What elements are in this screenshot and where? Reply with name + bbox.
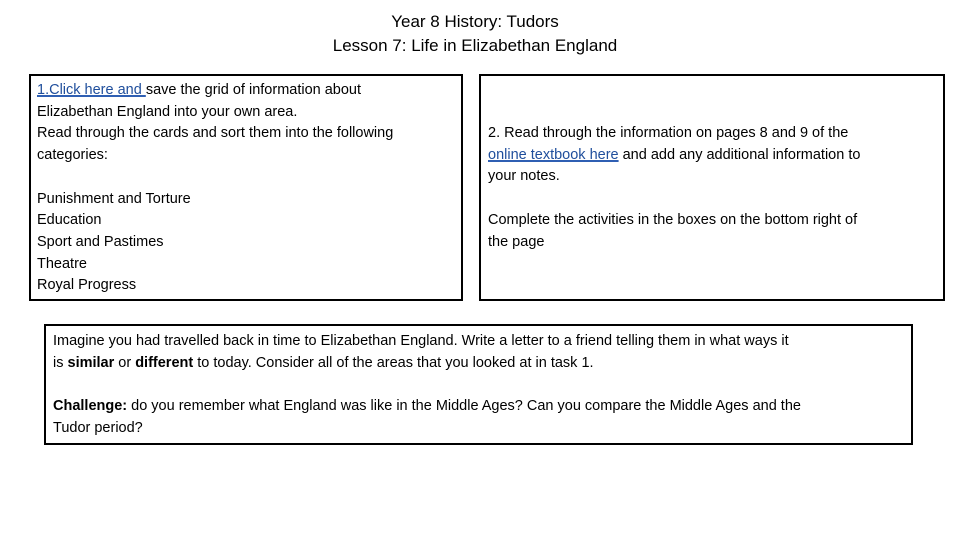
- task2-line1: 2. Read through the information on pages 8 and 9 of the: [488, 125, 849, 141]
- category-item: Education: [37, 212, 102, 229]
- different-emphasis: different: [135, 354, 194, 371]
- task2-line2: [488, 145, 937, 167]
- task2-para2-line1: Complete the activities in the boxes on the bottom right of: [488, 211, 858, 228]
- challenge-text1: do you remember what England was like in the Middle Ages? Can you compare the Middle Ages and the: [127, 398, 801, 415]
- task1-box: [29, 74, 463, 301]
- task3-line2-c: to today. Consider all of the areas that you looked at in task 1.: [193, 354, 594, 371]
- online-textbook-link[interactable]: online textbook here: [488, 146, 619, 163]
- task3-box: [44, 324, 913, 445]
- task1-first-line-text: save the grid of information about: [145, 82, 362, 98]
- category-item: Royal Progress: [37, 277, 137, 294]
- task2-para2-line2: the page: [488, 233, 545, 250]
- challenge-line2: Tudor period?: [53, 419, 143, 436]
- task1-line4: categories:: [37, 147, 108, 164]
- similar-emphasis: similar: [67, 354, 115, 371]
- task1-line3: Read through the cards and sort them into the following: [37, 125, 394, 142]
- category-item: Sport and Pastimes: [37, 233, 164, 250]
- task3-line2-b: or: [114, 354, 136, 371]
- task2-box: [479, 74, 945, 301]
- task1-first-line: [37, 80, 455, 102]
- spacer: [488, 188, 937, 210]
- challenge-label: Challenge:: [53, 398, 128, 415]
- click-here-link[interactable]: 1.Click here and: [37, 82, 146, 98]
- task1-line2: Elizabethan England into your own area.: [37, 103, 298, 120]
- task3-line1: Imagine you had travelled back in time to Elizabethan England. Write a letter to a friend telling them in what ways it: [53, 333, 789, 349]
- task3-line2-a: is: [53, 354, 68, 371]
- challenge-line1: [53, 396, 905, 418]
- spacer: [53, 374, 905, 396]
- spacer: [37, 167, 455, 189]
- task3-line2: [53, 353, 905, 375]
- title-line-lesson: Lesson 7: Life in Elizabethan England: [332, 36, 618, 55]
- category-item: Punishment and Torture: [37, 190, 191, 207]
- page-title: [0, 10, 950, 58]
- title-line-course: Year 8 History: Tudors: [391, 12, 559, 31]
- task2-line3: your notes.: [488, 168, 560, 185]
- category-item: Theatre: [37, 255, 87, 272]
- task2-line2-text: and add any additional information to: [618, 146, 861, 163]
